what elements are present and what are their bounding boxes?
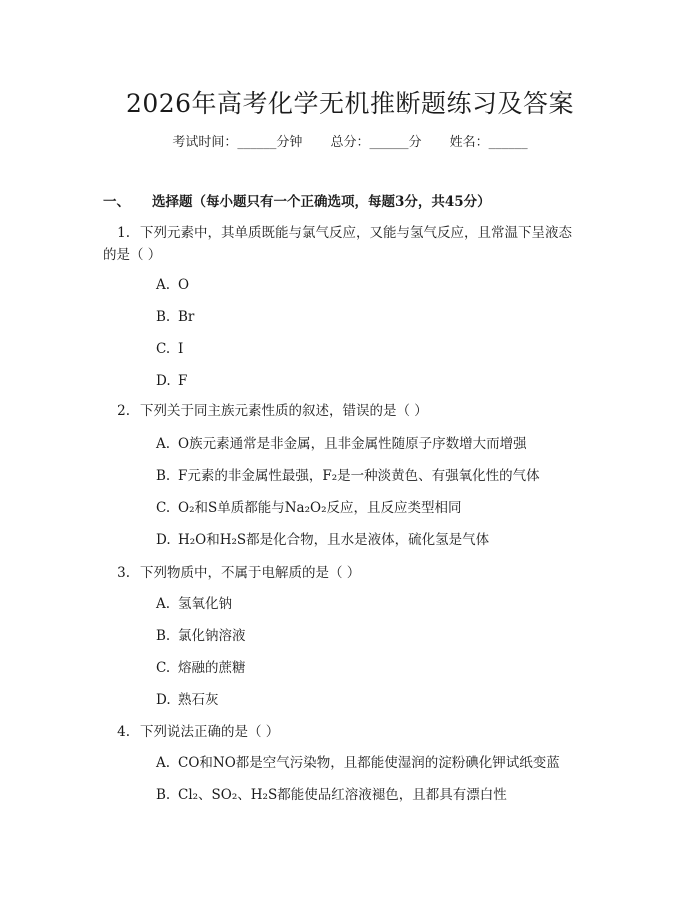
option-label: D.: [156, 532, 171, 548]
question-1: [103, 222, 603, 244]
option-label: A.: [156, 277, 171, 293]
option-item: [156, 275, 189, 295]
question-number: 1.: [117, 225, 130, 241]
option-item: [156, 530, 489, 550]
question-1-continued: [103, 244, 603, 266]
total-score-field: 总分：______分: [330, 135, 422, 150]
option-text: 氯化钠溶液: [178, 628, 246, 644]
option-item: [156, 434, 527, 454]
option-item: [156, 371, 187, 391]
option-text: O₂和S单质都能与Na₂O₂反应，且反应类型相同: [178, 500, 462, 516]
option-text: I: [178, 341, 184, 357]
option-label: C.: [156, 341, 171, 357]
option-text: 氢氧化钠: [178, 596, 232, 612]
option-item: [156, 753, 560, 773]
option-item: [156, 594, 232, 614]
question-text: 下列关于同主族元素性质的叙述，错误的是（ ）: [140, 403, 428, 419]
question-text: 下列物质中，不属于电解质的是（ ）: [140, 565, 361, 581]
question-3: [103, 562, 603, 584]
option-label: C.: [156, 660, 171, 676]
option-label: D.: [156, 373, 171, 389]
option-text: F: [178, 373, 188, 389]
option-text: 熟石灰: [178, 692, 219, 708]
section-number: 一、: [103, 194, 130, 210]
option-text: O: [178, 277, 190, 293]
question-number: 4.: [117, 724, 130, 740]
option-label: A.: [156, 596, 171, 612]
exam-time-field: 考试时间：______分钟: [172, 135, 303, 150]
option-item: [156, 466, 540, 486]
option-label: C.: [156, 500, 171, 516]
option-item: [156, 307, 194, 327]
exam-info: [0, 131, 700, 150]
question-number: 3.: [117, 565, 130, 581]
option-text: F元素的非金属性最强，F₂是一种淡黄色、有强氧化性的气体: [178, 468, 540, 484]
section-heading: [103, 190, 491, 210]
option-label: B.: [156, 468, 171, 484]
option-label: A.: [156, 755, 171, 771]
option-label: B.: [156, 309, 171, 325]
question-2: [103, 400, 603, 422]
option-text: Br: [178, 309, 195, 325]
question-number: 2.: [117, 403, 130, 419]
option-item: [156, 626, 246, 646]
option-text: O族元素通常是非金属，且非金属性随原子序数增大而增强: [178, 436, 527, 452]
option-item: [156, 690, 219, 710]
option-label: D.: [156, 692, 171, 708]
option-item: [156, 785, 507, 805]
option-label: B.: [156, 787, 171, 803]
question-text-continued: 的是（ ）: [103, 247, 162, 263]
question-4: [103, 721, 603, 743]
option-text: H₂O和H₂S都是化合物，且水是液体，硫化氢是气体: [178, 532, 490, 548]
option-item: [156, 339, 183, 359]
option-label: B.: [156, 628, 171, 644]
option-item: [156, 658, 246, 678]
page-title: 2026年高考化学无机推断题练习及答案: [125, 89, 575, 118]
option-label: A.: [156, 436, 171, 452]
name-field: 姓名：______: [449, 135, 528, 150]
option-text: 熔融的蔗糖: [178, 660, 246, 676]
section-title: 选择题（每小题只有一个正确选项，每题3分，共45分）: [152, 194, 491, 210]
option-text: CO和NO都是空气污染物，且都能使湿润的淀粉碘化钾试纸变蓝: [178, 755, 560, 771]
option-text: Cl₂、SO₂、H₂S都能使品红溶液褪色，且都具有漂白性: [178, 787, 507, 803]
question-text: 下列说法正确的是（ ）: [140, 724, 280, 740]
option-item: [156, 498, 461, 518]
question-text: 下列元素中，其单质既能与氯气反应，又能与氢气反应，且常温下呈液态: [140, 225, 572, 241]
